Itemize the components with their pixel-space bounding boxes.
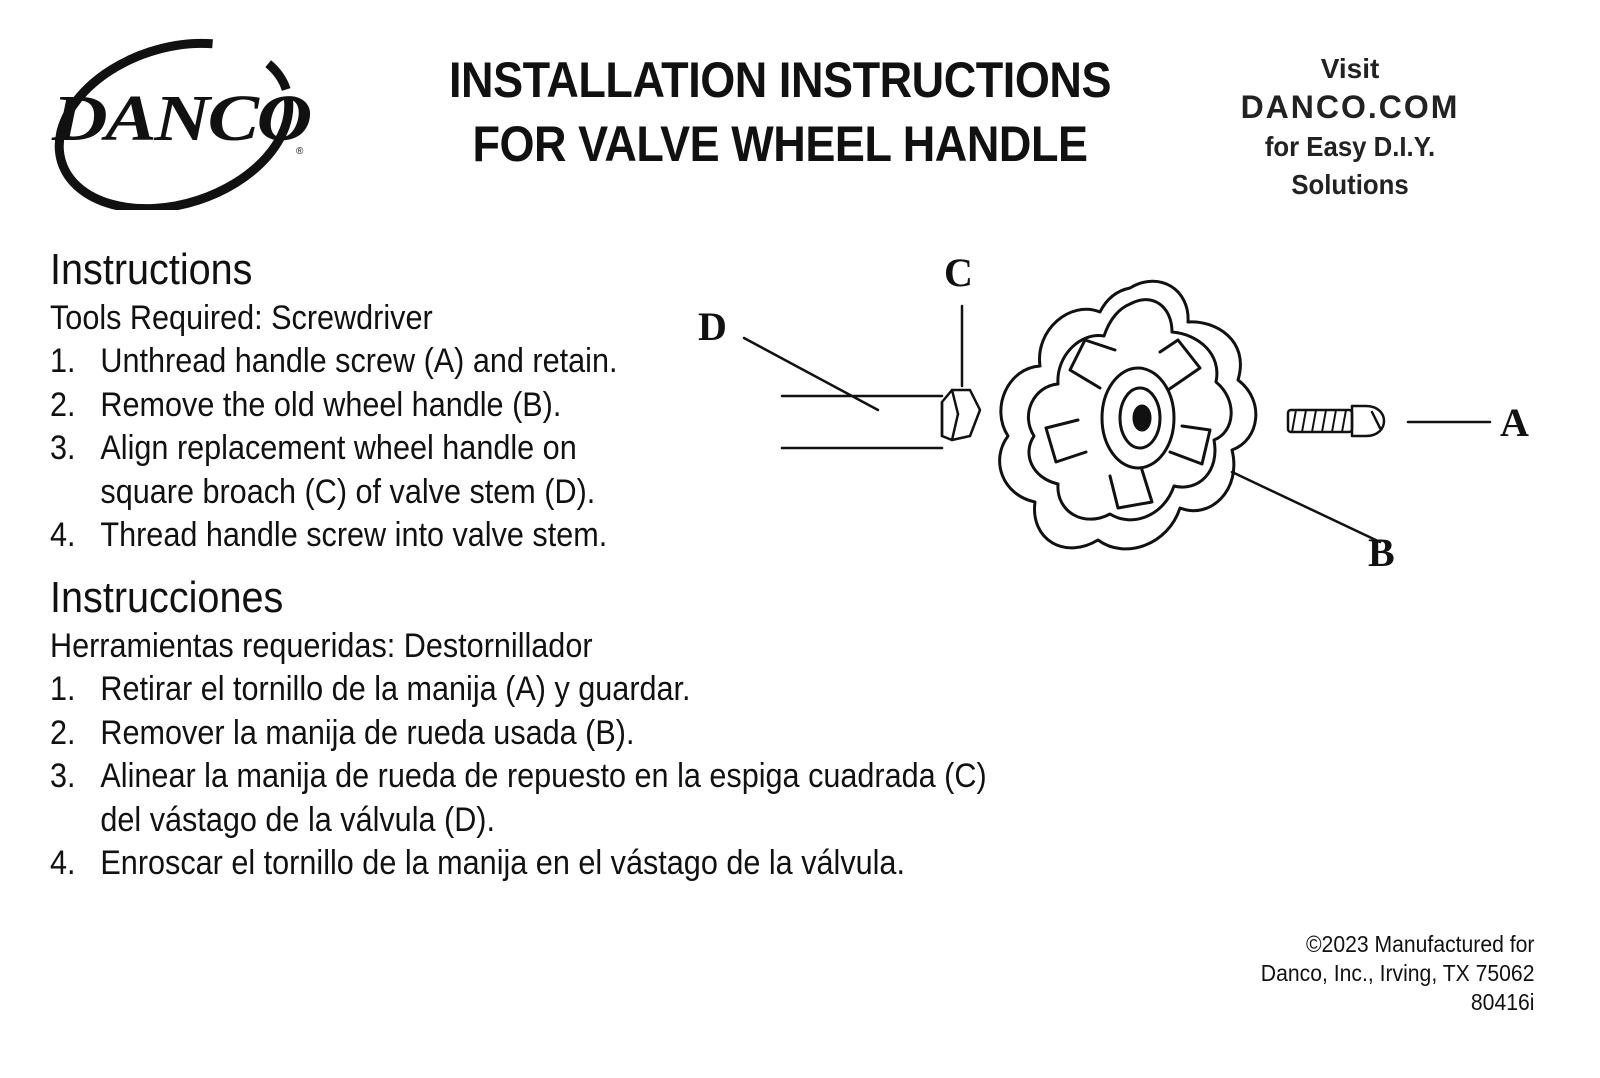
spanish-instructions bbox=[50, 572, 1200, 886]
danco-logo bbox=[44, 30, 324, 210]
step-number: 2. bbox=[50, 385, 76, 424]
step-text: Remove the old wheel handle (B). bbox=[100, 385, 562, 424]
visit-label: Visit bbox=[1320, 53, 1380, 84]
step-text: Unthread handle screw (A) and retain. bbox=[100, 342, 618, 380]
step-number: 1. bbox=[50, 670, 76, 708]
title-line-1: INSTALLATION INSTRUCTIONS bbox=[448, 52, 1112, 108]
step-text: Enroscar el tornillo de la manija en el vástago de la válvula. bbox=[100, 844, 905, 882]
english-step-1 bbox=[50, 340, 680, 384]
english-steps-list bbox=[50, 340, 750, 558]
label-d: D bbox=[698, 304, 727, 349]
spanish-steps-list bbox=[50, 668, 1200, 886]
manufacturer-footer bbox=[1260, 930, 1534, 1017]
english-tools-required: Tools Required: Screwdriver bbox=[50, 299, 433, 337]
step-number: 3. bbox=[50, 429, 76, 467]
english-instructions bbox=[50, 244, 750, 558]
step-text: Thread handle screw into valve stem. bbox=[100, 516, 608, 554]
title-line-2: FOR VALVE WHEEL HANDLE bbox=[472, 116, 1088, 172]
step-text: Remover la manija de rueda usada (B). bbox=[100, 713, 635, 752]
english-heading: Instructions bbox=[50, 245, 253, 294]
step-text: Retirar el tornillo de la manija (A) y guardar. bbox=[100, 670, 691, 708]
step-number: 2. bbox=[50, 713, 76, 752]
manufacturer-address: Danco, Inc., Irving, TX 75062 bbox=[1260, 960, 1534, 986]
website-url: DANCO.COM bbox=[1240, 89, 1460, 125]
spanish-step-4 bbox=[50, 842, 1085, 886]
spanish-step-3 bbox=[50, 755, 1085, 842]
valve-stem-illustration bbox=[782, 390, 980, 448]
label-a: A bbox=[1500, 400, 1529, 445]
page-title bbox=[420, 48, 1140, 176]
leader-line-d bbox=[744, 338, 878, 410]
step-text: Alinear la manija de rueda de repuesto en la espiga cuadrada (C) del vástago de la válvula (D). bbox=[100, 757, 987, 839]
step-number: 1. bbox=[50, 342, 76, 380]
leader-line-b bbox=[1232, 472, 1380, 542]
step-number: 4. bbox=[50, 844, 76, 882]
english-step-4 bbox=[50, 514, 680, 558]
spanish-heading: Instrucciones bbox=[50, 573, 284, 622]
wheel-handle-illustration bbox=[1000, 281, 1256, 549]
spanish-step-1 bbox=[50, 668, 1085, 712]
step-number: 3. bbox=[50, 757, 76, 795]
step-text: Align replacement wheel handle on square broach (C) of valve stem (D). bbox=[100, 429, 596, 511]
label-c: C bbox=[944, 250, 973, 295]
step-number: 4. bbox=[50, 516, 76, 554]
visit-website-block bbox=[1200, 52, 1500, 204]
copyright-line: ©2023 Manufactured for bbox=[1305, 931, 1534, 957]
visit-tagline: for Easy D.I.Y. Solutions bbox=[1264, 131, 1436, 200]
svg-text:®: ® bbox=[296, 146, 304, 157]
english-step-2 bbox=[50, 384, 680, 428]
handle-screw-illustration bbox=[1288, 406, 1384, 436]
spanish-step-2 bbox=[50, 712, 1085, 756]
square-broach-illustration bbox=[942, 390, 980, 440]
exploded-parts-diagram bbox=[690, 240, 1570, 600]
spanish-tools-required: Herramientas requeridas: Destornillador bbox=[50, 627, 593, 665]
label-b: B bbox=[1368, 530, 1395, 575]
part-number: 80416i bbox=[1470, 989, 1534, 1015]
logo-wordmark: DANCO bbox=[50, 82, 311, 155]
english-step-3 bbox=[50, 427, 680, 514]
